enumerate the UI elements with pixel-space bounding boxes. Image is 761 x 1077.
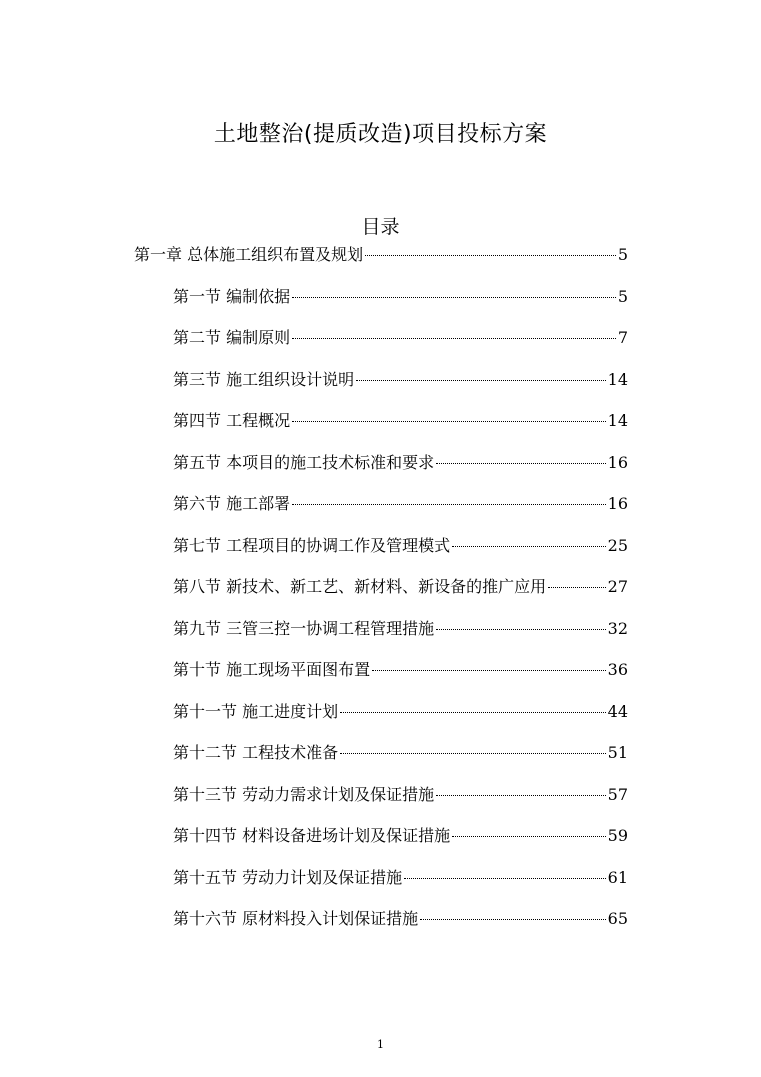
toc-entry-section-9[interactable]	[173, 617, 628, 641]
toc-entry-page: 57	[607, 785, 628, 804]
toc-entry-page: 44	[607, 702, 628, 721]
toc-entry-page: 25	[607, 536, 628, 555]
toc-entry-page: 32	[607, 619, 628, 638]
toc-entry-section-13[interactable]	[173, 783, 628, 807]
document-title: 土地整治(提质改造)项目投标方案	[213, 122, 548, 147]
toc-entry-section-12[interactable]	[173, 741, 628, 765]
toc-entry-section-4[interactable]	[173, 409, 628, 433]
toc-entry-label: 第十六节 原材料投入计划保证措施	[173, 909, 419, 928]
toc-entry-section-1[interactable]	[173, 285, 628, 309]
toc-entry-page: 16	[607, 494, 628, 513]
toc-entry-label: 第七节 工程项目的协调工作及管理模式	[173, 536, 451, 555]
toc-entry-section-11[interactable]	[173, 700, 628, 724]
toc-entry-label: 第十四节 材料设备进场计划及保证措施	[173, 826, 451, 845]
dot-leader	[292, 504, 606, 505]
toc-entry-label: 第十节 施工现场平面图布置	[173, 660, 371, 679]
toc-entry-page: 16	[607, 453, 628, 472]
toc-entry-section-10[interactable]	[173, 658, 628, 682]
dot-leader	[340, 712, 606, 713]
toc-entry-page: 27	[607, 577, 628, 596]
toc-entry-label: 第十三节 劳动力需求计划及保证措施	[173, 785, 435, 804]
toc-entry-label: 第九节 三管三控一协调工程管理措施	[173, 619, 435, 638]
toc-entry-section-6[interactable]	[173, 492, 628, 516]
toc-entry-label: 第三节 施工组织设计说明	[173, 370, 355, 389]
toc-entry-section-14[interactable]	[173, 824, 628, 848]
toc-entry-chapter-1[interactable]	[134, 243, 628, 267]
dot-leader	[292, 338, 616, 339]
dot-leader	[365, 255, 616, 256]
toc-entry-label: 第二节 编制原则	[173, 328, 291, 347]
dot-leader	[292, 297, 616, 298]
toc-entry-page: 36	[607, 660, 628, 679]
dot-leader	[372, 670, 606, 671]
toc-entry-label: 第四节 工程概况	[173, 411, 291, 430]
toc-entry-section-8[interactable]	[173, 575, 628, 599]
toc-entry-page: 65	[607, 909, 628, 928]
dot-leader	[356, 380, 606, 381]
toc-heading: 目录	[361, 216, 400, 238]
toc-entry-label: 第十五节 劳动力计划及保证措施	[173, 868, 403, 887]
dot-leader	[452, 836, 606, 837]
toc-entry-page: 5	[617, 287, 628, 306]
toc-entry-page: 14	[607, 411, 628, 430]
toc-entry-page: 51	[607, 743, 628, 762]
dot-leader	[292, 421, 606, 422]
dot-leader	[452, 546, 606, 547]
toc-entry-label: 第六节 施工部署	[173, 494, 291, 513]
toc-entry-section-7[interactable]	[173, 534, 628, 558]
toc-entry-label: 第一章 总体施工组织布置及规划	[134, 245, 364, 264]
toc-entry-label: 第八节 新技术、新工艺、新材料、新设备的推广应用	[173, 577, 547, 596]
toc-entry-section-16[interactable]	[173, 907, 628, 931]
toc-entry-label: 第五节 本项目的施工技术标准和要求	[173, 453, 435, 472]
dot-leader	[436, 463, 606, 464]
toc-entry-label: 第十一节 施工进度计划	[173, 702, 339, 721]
dot-leader	[420, 919, 606, 920]
dot-leader	[340, 753, 606, 754]
toc-entry-label: 第十二节 工程技术准备	[173, 743, 339, 762]
toc-entry-page: 5	[617, 245, 628, 264]
toc-entry-section-3[interactable]	[173, 368, 628, 392]
toc-entry-page: 7	[617, 328, 628, 347]
toc-entry-section-2[interactable]	[173, 326, 628, 350]
toc-entry-page: 59	[607, 826, 628, 845]
toc-entry-section-5[interactable]	[173, 451, 628, 475]
toc-entry-section-15[interactable]	[173, 866, 628, 890]
dot-leader	[436, 795, 606, 796]
toc-entry-label: 第一节 编制依据	[173, 287, 291, 306]
dot-leader	[404, 878, 606, 879]
dot-leader	[436, 629, 606, 630]
toc-entry-page: 61	[607, 868, 628, 887]
page-number: 1	[377, 1038, 384, 1051]
toc-entry-page: 14	[607, 370, 628, 389]
dot-leader	[548, 587, 606, 588]
